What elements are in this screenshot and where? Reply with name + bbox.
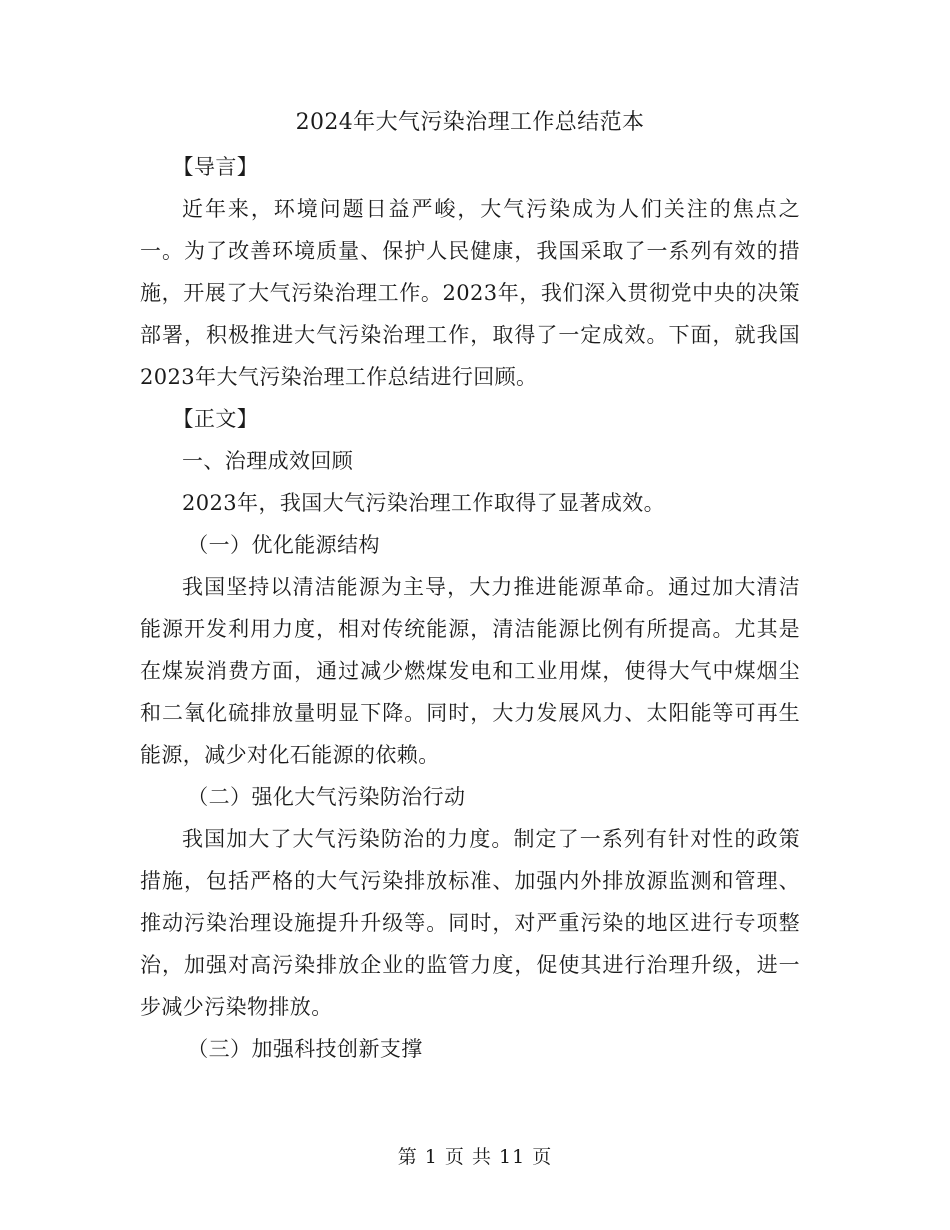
document-body: [140, 102, 800, 1070]
intro-paragraph: 近年来，环境问题日益严峻，大气污染成为人们关注的焦点之一。为了改善环境质量、保护人民健康，我国采取了一系列有效的措施，开展了大气污染治理工作。2023年，我们深入贯彻党中央的决策部署，积极推进大气污染治理工作，取得了一定成效。下面，就我国2023年大气污染治理工作总结进行回顾。: [140, 197, 800, 389]
sub-heading-1: （一）优化能源结构: [187, 533, 380, 557]
page-title: 2024年大气污染治理工作总结范本: [295, 110, 645, 135]
sub-heading-3: （三）加强科技创新支撑: [187, 1037, 423, 1061]
body-marker: 【正文】: [172, 407, 259, 431]
sub-paragraph-2: 我国加大了大气污染防治的力度。制定了一系列有针对性的政策措施，包括严格的大气污染排放标准、加强内外排放源监测和管理、推动污染治理设施提升升级等。同时，对严重污染的地区进行专项整治，加强对高污染排放企业的监管力度，促使其进行治理升级，进一步减少污染物排放。: [140, 827, 800, 1019]
section-heading-1: 一、治理成效回顾: [182, 449, 354, 473]
intro-marker: 【导言】: [172, 155, 259, 179]
sub-paragraph-1: 我国坚持以清洁能源为主导，大力推进能源革命。通过加大清洁能源开发利用力度，相对传统能源，清洁能源比例有所提高。尤其是在煤炭消费方面，通过减少燃煤发电和工业用煤，使得大气中煤烟尘和二氧化硫排放量明显下降。同时，大力发展风力、太阳能等可再生能源，减少对化石能源的依赖。: [140, 575, 800, 767]
sub-heading-2: （二）强化大气污染防治行动: [187, 785, 466, 809]
page-number-footer: 第 1 页 共 11 页: [397, 1146, 553, 1168]
section-intro-1: 2023年，我国大气污染治理工作取得了显著成效。: [182, 491, 666, 515]
